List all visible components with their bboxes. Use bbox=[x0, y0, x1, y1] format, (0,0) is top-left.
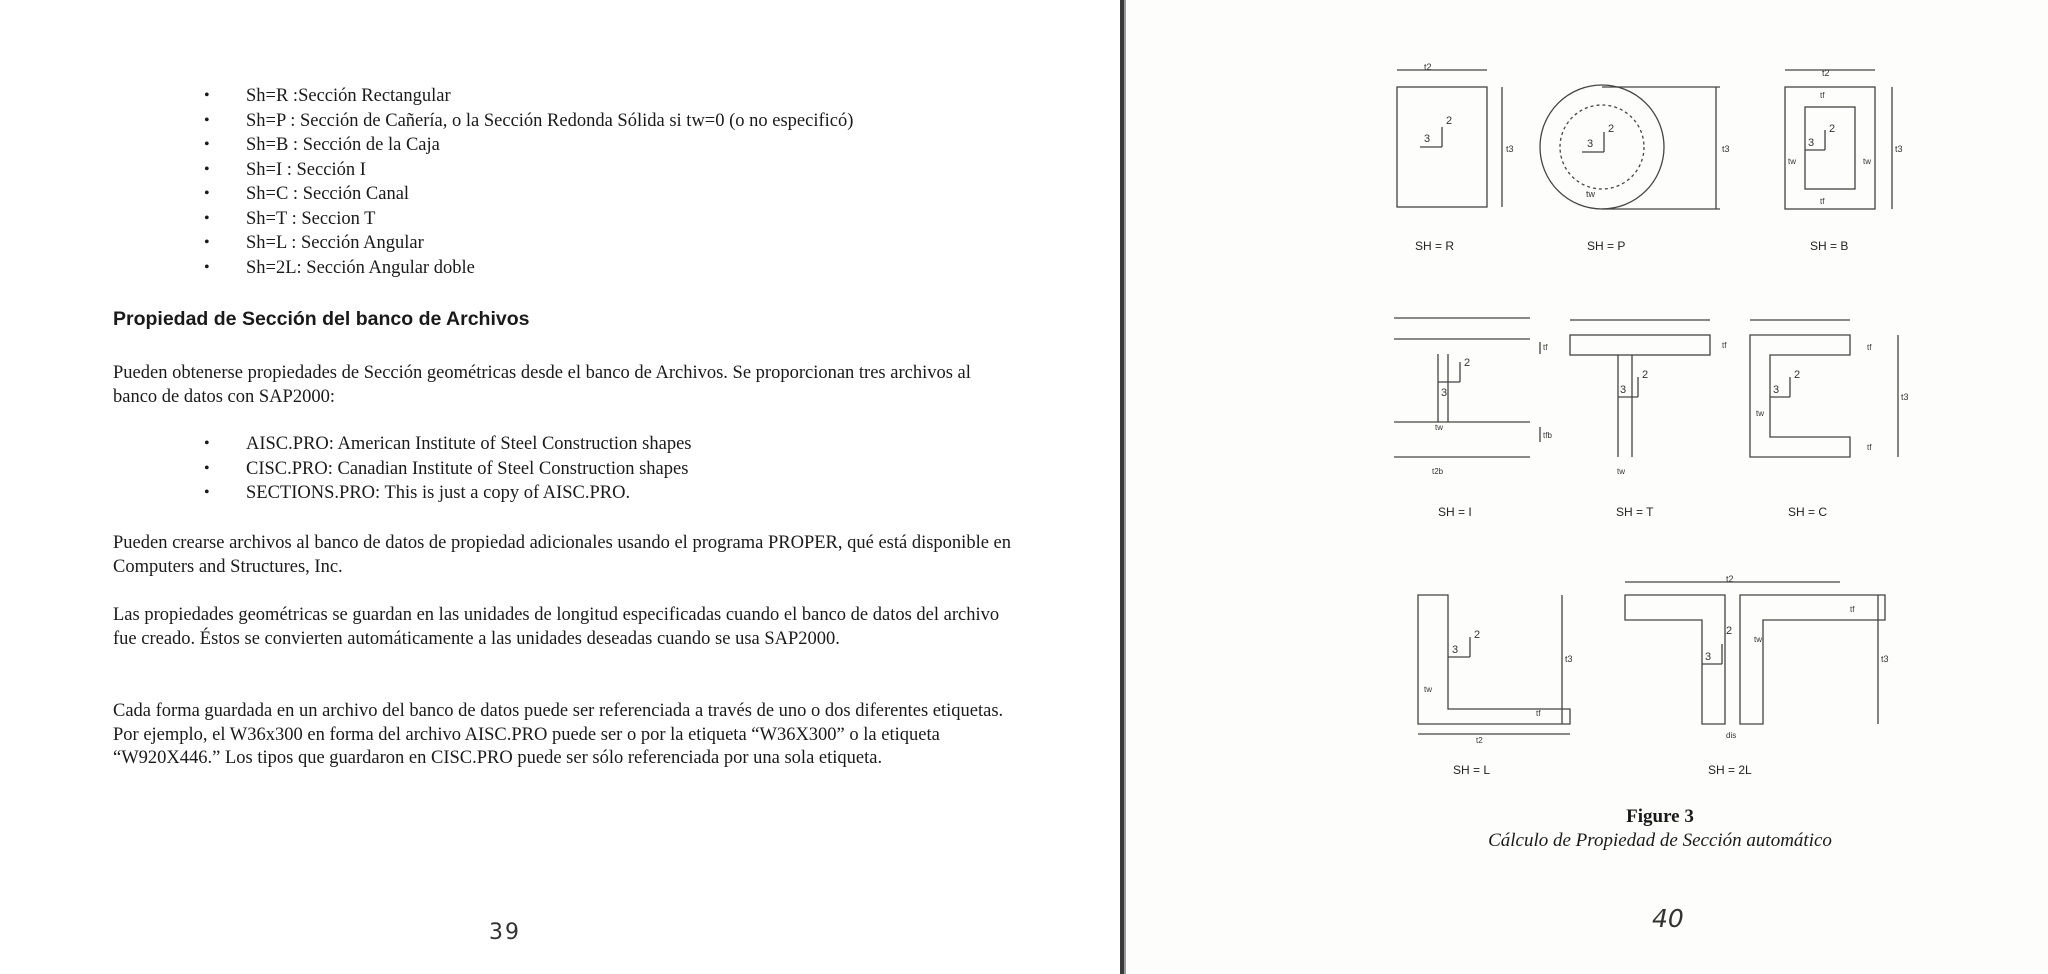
list-item bbox=[204, 481, 692, 506]
dim-label-tw: tw bbox=[1756, 409, 1764, 418]
dim-label-tf: tf bbox=[1867, 443, 1872, 452]
bullet: • bbox=[204, 160, 210, 178]
figure-caption: Cálculo de Propiedad de Sección automático bbox=[1488, 830, 1832, 851]
shape-label-t: SH = T bbox=[1616, 505, 1654, 519]
list-item-text: Sh=I : Sección I bbox=[246, 159, 366, 180]
list-item bbox=[204, 133, 853, 158]
dim-label-t3: t3 bbox=[1895, 144, 1903, 154]
list-item bbox=[204, 256, 853, 281]
list-item bbox=[204, 109, 854, 134]
axis-label-2: 2 bbox=[1726, 625, 1733, 637]
list-item bbox=[204, 432, 692, 457]
dim-label-tw: tw bbox=[1788, 157, 1796, 166]
dim-label-t2: t2 bbox=[1726, 574, 1734, 584]
shape-label-b: SH = B bbox=[1810, 239, 1849, 253]
dim-label-tw: tw bbox=[1586, 189, 1595, 199]
axis-label-3: 3 bbox=[1773, 384, 1780, 396]
bullet: • bbox=[204, 459, 210, 477]
shape-label-i: SH = I bbox=[1438, 505, 1472, 519]
list-item bbox=[204, 207, 853, 232]
section-heading: Propiedad de Sección del banco de Archivos bbox=[113, 308, 530, 330]
axis-label-3: 3 bbox=[1587, 138, 1594, 150]
shape-label-l: SH = L bbox=[1453, 763, 1491, 777]
dim-label-t2: t2 bbox=[1476, 736, 1483, 745]
axis-label-3: 3 bbox=[1808, 137, 1815, 149]
bullet: • bbox=[204, 136, 210, 153]
axis-label-2: 2 bbox=[1446, 115, 1453, 127]
bullet: • bbox=[204, 111, 210, 129]
shape-label-c: SH = C bbox=[1788, 505, 1828, 519]
dim-label-t2: t2 bbox=[1822, 68, 1830, 78]
bullet: • bbox=[204, 258, 210, 276]
dim-label-t3: t3 bbox=[1722, 144, 1730, 154]
dim-label-t2: t2 bbox=[1424, 62, 1432, 72]
bullet: • bbox=[204, 185, 210, 202]
dim-label-tw: tw bbox=[1424, 685, 1432, 694]
shape-angle bbox=[1418, 595, 1573, 777]
list-item-text: Sh=T : Seccion T bbox=[246, 208, 376, 229]
section-shapes-figure bbox=[1380, 52, 1920, 792]
list-item bbox=[204, 457, 692, 482]
axis-label-2: 2 bbox=[1794, 369, 1801, 381]
list-item-text: AISC.PRO: American Institute of Steel Construction shapes bbox=[246, 434, 692, 454]
database-file-list bbox=[204, 432, 692, 506]
dim-label-t2b: t2b bbox=[1432, 467, 1444, 476]
list-item bbox=[204, 158, 853, 183]
axis-label-2: 2 bbox=[1464, 357, 1471, 369]
dim-label-tw: tw bbox=[1863, 157, 1871, 166]
bullet: • bbox=[204, 87, 210, 104]
list-item-text: SECTIONS.PRO: This is just a copy of AISC.PRO. bbox=[246, 483, 631, 503]
shape-rectangular bbox=[1397, 62, 1514, 253]
list-item bbox=[204, 84, 853, 109]
shape-pipe bbox=[1540, 85, 1730, 253]
dim-label-dis: dis bbox=[1726, 731, 1737, 740]
paragraph-labels: Cada forma guardada en un archivo del banco de datos puede ser referenciada a través de uno o dos diferentes etiquetas. Por ejemplo, el W36x300 en forma del archivo AISC.PRO puede ser o por la etiqueta “W36X300” o la etiqueta “W920X446.” Los tipos que guardaron en CISC.PRO puede ser sólo referenciada por una sola etiqueta. bbox=[113, 701, 1004, 768]
dim-label-tf: tf bbox=[1867, 343, 1872, 352]
dim-label-tfb: tfb bbox=[1543, 431, 1552, 440]
list-item-text: Sh=C : Sección Canal bbox=[246, 184, 410, 204]
axis-label-3: 3 bbox=[1441, 387, 1448, 399]
bullet: • bbox=[204, 209, 210, 227]
dim-label-t3: t3 bbox=[1901, 392, 1909, 402]
shape-double-angle bbox=[1625, 574, 1889, 777]
list-item-text: Sh=2L: Sección Angular doble bbox=[246, 257, 475, 278]
dim-label-tw: tw bbox=[1435, 423, 1443, 432]
dim-label-tf: tf bbox=[1850, 605, 1855, 614]
paragraph-intro: Pueden obtenerse propiedades de Sección geométricas desde el banco de Archivos. Se proporcionan tres archivos al banco de datos con SAP2000: bbox=[113, 363, 971, 407]
axis-label-3: 3 bbox=[1452, 644, 1459, 656]
axis-label-3: 3 bbox=[1424, 133, 1431, 145]
list-item-text: Sh=L : Sección Angular bbox=[246, 233, 424, 253]
list-item-text: Sh=B : Sección de la Caja bbox=[246, 135, 440, 155]
shape-type-list bbox=[204, 84, 854, 280]
list-item bbox=[204, 182, 853, 207]
figure-title: Figure 3 bbox=[1626, 806, 1694, 827]
axis-label-2: 2 bbox=[1642, 369, 1649, 381]
shape-i-section bbox=[1394, 318, 1552, 519]
dim-label-t3: t3 bbox=[1565, 654, 1573, 664]
paragraph-proper: Pueden crearse archivos al banco de datos de propiedad adicionales usando el programa PROPER, qué está disponible en Computers and Structures, Inc. bbox=[113, 533, 1012, 577]
shape-box bbox=[1785, 68, 1903, 253]
dim-label-t3: t3 bbox=[1506, 144, 1514, 154]
dim-label-tw: tw bbox=[1617, 467, 1625, 476]
paragraph-units: Las propiedades geométricas se guardan en las unidades de longitud especificadas cuando el banco de datos del archivo fue creado. Éstos se convierten automáticamente a las unidades deseadas cuando se usa SAP2000. bbox=[113, 605, 1000, 649]
axis-label-3: 3 bbox=[1705, 651, 1712, 663]
dim-label-tf: tf bbox=[1536, 709, 1541, 718]
dim-label-tf: tf bbox=[1543, 343, 1548, 352]
list-item-text: Sh=P : Sección de Cañería, o la Sección Redonda Sólida si tw=0 (o no especificó) bbox=[246, 110, 854, 131]
bullet: • bbox=[204, 484, 210, 501]
page-number-left: 39 bbox=[489, 920, 521, 945]
list-item-text: CISC.PRO: Canadian Institute of Steel Construction shapes bbox=[246, 458, 689, 479]
axis-label-2: 2 bbox=[1608, 123, 1615, 135]
dim-label-t3: t3 bbox=[1881, 654, 1889, 664]
axis-label-2: 2 bbox=[1474, 629, 1481, 641]
dim-label-tf: tf bbox=[1722, 341, 1727, 350]
page-number-right: 40 bbox=[1652, 904, 1684, 933]
shape-label-r: SH = R bbox=[1415, 239, 1455, 253]
book-spine-shadow bbox=[1124, 0, 1126, 974]
list-item-text: Sh=R :Sección Rectangular bbox=[246, 86, 451, 106]
shape-label-p: SH = P bbox=[1587, 239, 1626, 253]
list-item bbox=[204, 231, 853, 256]
dim-label-tw: tw bbox=[1754, 635, 1762, 644]
axis-label-2: 2 bbox=[1829, 123, 1836, 135]
shape-t-section bbox=[1570, 320, 1727, 519]
shape-channel bbox=[1750, 320, 1909, 519]
dim-label-tf: tf bbox=[1820, 197, 1825, 206]
bullet: • bbox=[204, 435, 210, 452]
bullet: • bbox=[204, 234, 210, 251]
axis-label-3: 3 bbox=[1620, 384, 1627, 396]
dim-label-tf: tf bbox=[1820, 91, 1825, 100]
shape-label-2l: SH = 2L bbox=[1708, 763, 1752, 777]
